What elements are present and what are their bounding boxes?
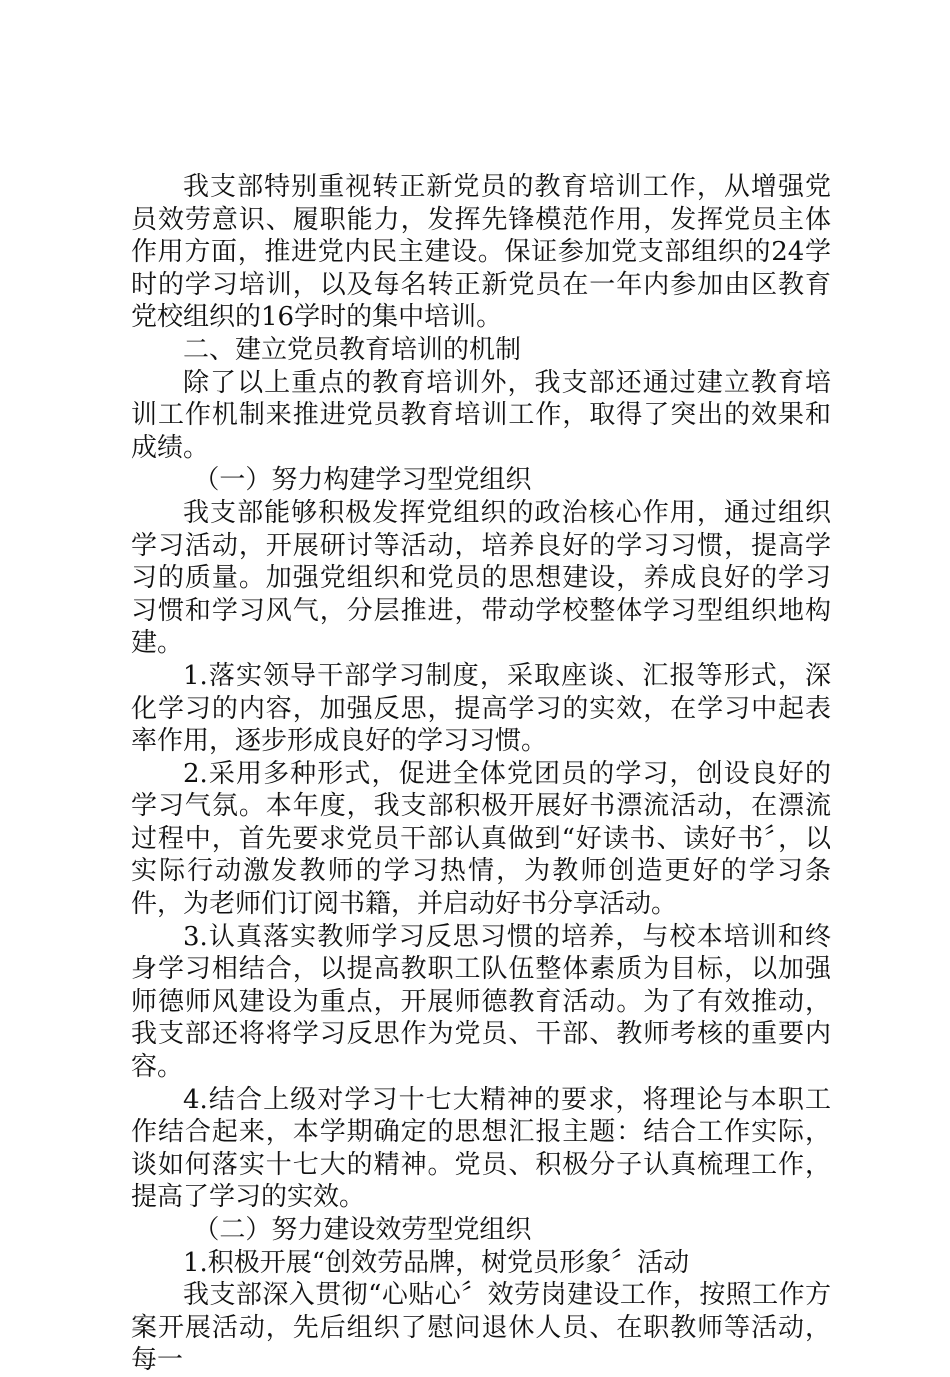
- list-item-2: 2.采用多种形式，促进全体党团员的学习，创设良好的学习气氛。本年度，我支部积极开展好书漂流活动，在漂流过程中，首先要求党员干部认真做到“好读书、读好书〞，以实际行动激发教师的学习热情，为教师创造更好的学习条件，为老师们订阅书籍，并启动好书分享活动。: [131, 758, 831, 920]
- subheading-learning-org: （一）努力构建学习型党组织: [193, 465, 532, 496]
- document-body: [131, 171, 831, 1377]
- paragraph-mechanism-intro: 除了以上重点的教育培训外，我支部还通过建立教育培训工作机制来推进党员教育培训工作，取得了突出的效果和成绩。: [131, 367, 831, 463]
- paragraph-training-requirements: 我支部特别重视转正新党员的教育培训工作，从增强党员效劳意识、履职能力，发挥先锋模范作用，发挥党员主体作用方面，推进党内民主建设。保证参加党支部组织的24学时的学习培训，以及每名转正新党员在一年内参加由区教育党校组织的16学时的集中培训。: [131, 172, 831, 333]
- list-item-1: 1.落实领导干部学习制度，采取座谈、汇报等形式，深化学习的内容，加强反思，提高学习的实效，在学习中起表率作用，逐步形成良好的学习习惯。: [131, 660, 831, 757]
- paragraph-learning-org: 我支部能够积极发挥党组织的政治核心作用，通过组织学习活动，开展研讨等活动，培养良好的学习习惯，提高学习的质量。加强党组织和党员的思想建设，养成良好的学习习惯和学习风气，分层推进，带动学校整体学习型组织地构建。: [131, 497, 831, 659]
- paragraph-service-activities: 我支部深入贯彻“心贴心〞效劳岗建设工作，按照工作方案开展活动，先后组织了慰问退休人员、在职教师等活动，每一: [131, 1280, 831, 1376]
- section-heading-mechanism: 二、建立党员教育培训的机制: [183, 334, 522, 365]
- list-item-4: 4.结合上级对学习十七大精神的要求，将理论与本职工作结合起来，本学期确定的思想汇报主题：结合工作实际，谈如何落实十七大的精神。党员、积极分子认真梳理工作，提高了学习的实效。: [131, 1084, 831, 1213]
- subheading-service-org: （二）努力建设效劳型党组织: [193, 1215, 532, 1245]
- list-item-3: 3.认真落实教师学习反思习惯的培养，与校本培训和终身学习相结合，以提高教职工队伍整体素质为目标，以加强师德师风建设为重点，开展师德教育活动。为了有效推动，我支部还将将学习反思作为党员、干部、教师考核的重要内容。: [131, 921, 831, 1083]
- list-item-service-1: 1.积极开展“创效劳品牌，树党员形象〞活动: [183, 1247, 690, 1278]
